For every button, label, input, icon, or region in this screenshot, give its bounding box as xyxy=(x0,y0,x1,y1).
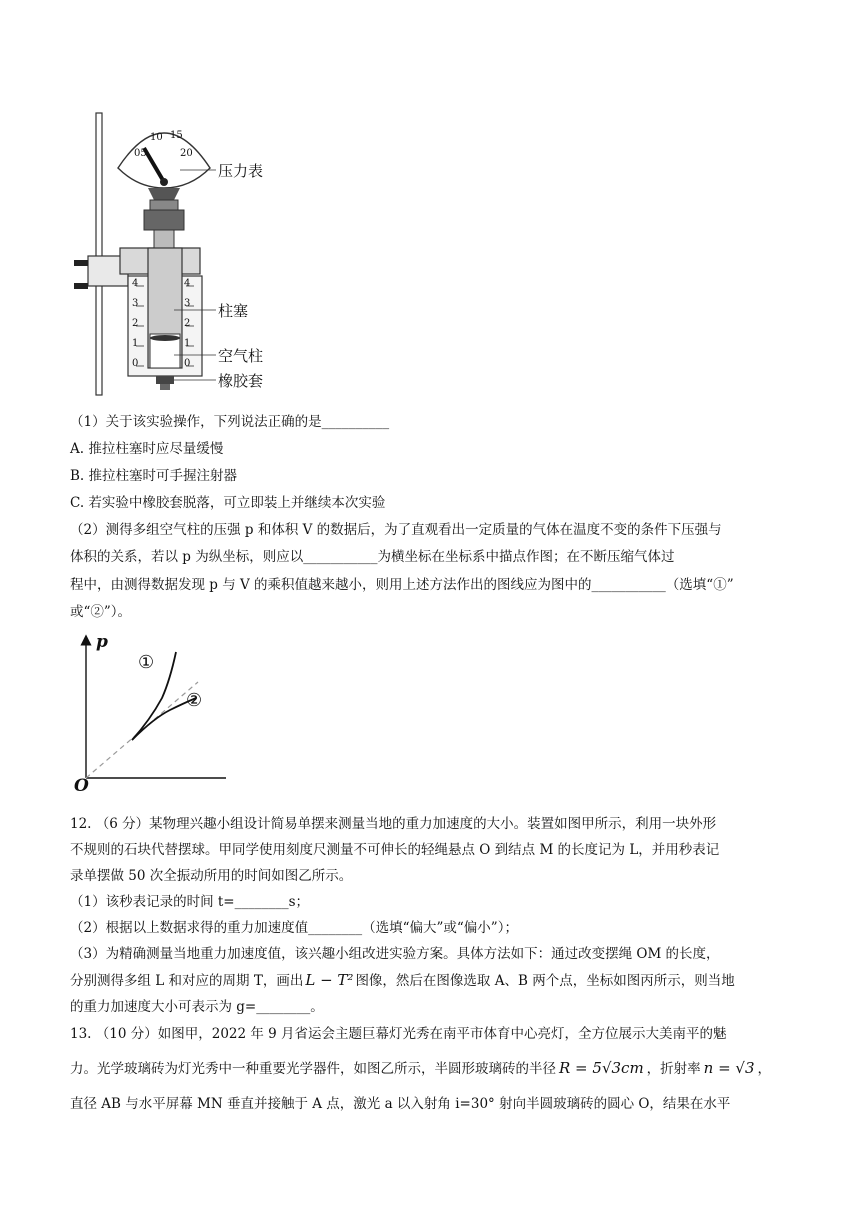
q11-option-a: A. 推拉柱塞时应尽量缓慢 xyxy=(70,441,224,457)
scale-left-4: 4 xyxy=(132,278,139,289)
scale-right-4: 4 xyxy=(184,278,191,289)
q11-part2-line4: 或“②”）。 xyxy=(70,604,132,620)
label-air-column: 空气柱 xyxy=(218,347,264,365)
scale-left-3: 3 xyxy=(132,298,139,309)
scale-right-2: 2 xyxy=(184,318,191,329)
graph-y-label: p xyxy=(96,632,108,652)
dial-tick-20: 20 xyxy=(180,148,193,159)
q12-sub3-line1: （3）为精确测量当地重力加速度值，该兴趣小组改进实验方案。具体方法如下：通过改变摆绳 OM 的长度， xyxy=(70,946,720,962)
figure-syringe-apparatus xyxy=(70,108,300,398)
formula-l-t2: L − T² xyxy=(305,971,354,989)
q11-part2-line1: （2）测得多组空气柱的压强 p 和体积 V 的数据后，为了直观看出一定质量的气体在温度不变的条件下压强与 xyxy=(70,522,722,538)
q11-option-b: B. 推拉柱塞时可手握注射器 xyxy=(70,468,238,484)
q12-sub3-line3: 的重力加速度大小可表示为 g=________。 xyxy=(70,999,324,1015)
q11-part2-line3: 程中，由测得数据发现 p 与 V 的乘积值越来越小，则用上述方法作出的图线应为图中的___________（选填“①” xyxy=(70,577,734,593)
label-rubber-cap: 橡胶套 xyxy=(218,372,264,390)
graph-origin-label: O xyxy=(74,776,89,796)
q12-sub3-line2-a: 分别测得多组 L 和对应的周期 T，画出 xyxy=(70,973,304,989)
scale-right-1: 1 xyxy=(184,338,191,349)
q11-part1: （1）关于该实验操作，下列说法正确的是__________ xyxy=(70,414,390,430)
dial-tick-10: 10 xyxy=(150,132,163,143)
q12-line1: 12. （6 分）某物理兴趣小组设计简易单摆来测量当地的重力加速度的大小。装置如图甲所示，利用一块外形 xyxy=(70,816,717,832)
scale-left-0: 0 xyxy=(132,358,139,369)
dial-tick-05: 05 xyxy=(134,148,147,159)
label-pressure-gauge: 压力表 xyxy=(218,162,264,180)
q13-line2 xyxy=(70,1058,771,1079)
q13-line1: 13. （10 分）如图甲，2022 年 9 月省运会主题巨幕灯光秀在南平市体育中心亮灯，全方位展示大美南平的魅 xyxy=(70,1026,727,1042)
q12-sub2: （2）根据以上数据求得的重力加速度值________（选填“偏大”或“偏小”）； xyxy=(70,920,518,936)
formula-refractive-index: n = √3 xyxy=(703,1059,755,1077)
q13-line2-a: 力。光学玻璃砖为灯光秀中一种重要光学器件，如图乙所示，半圆形玻璃砖的半径 xyxy=(70,1061,556,1077)
q13-line2-c: ， xyxy=(757,1061,772,1077)
q12-line2: 不规则的石块代替摆球。甲同学使用刻度尺测量不可伸长的轻绳悬点 O 到结点 M 的长度记为 L，并用秒表记 xyxy=(70,842,720,858)
graph-curve2-label: ② xyxy=(186,690,203,711)
q12-sub3-line2-b: 图像，然后在图像选取 A、B 两个点，坐标如图丙所示，则当地 xyxy=(355,973,735,989)
q13-line2-b: ，折射率 xyxy=(646,1061,701,1077)
q13-line3: 直径 AB 与水平屏幕 MN 垂直并接触于 A 点，激光 a 以入射角 i=30° 射向半圆玻璃砖的圆心 O，结果在水平 xyxy=(70,1096,731,1112)
formula-radius: R = 5√3cm xyxy=(559,1059,644,1077)
q12-sub3-line2 xyxy=(70,970,735,991)
dial-tick-15: 15 xyxy=(170,130,183,141)
q12-sub1: （1）该秒表记录的时间 t=________s； xyxy=(70,894,310,910)
q11-option-c: C. 若实验中橡胶套脱落，可立即装上并继续本次实验 xyxy=(70,495,386,511)
figure-p-graph xyxy=(70,632,230,798)
scale-left-2: 2 xyxy=(132,318,139,329)
q12-line3: 录单摆做 50 次全振动所用的时间如图乙所示。 xyxy=(70,868,353,884)
scale-right-0: 0 xyxy=(184,358,191,369)
graph-curve1-label: ① xyxy=(138,652,155,673)
scale-right-3: 3 xyxy=(184,298,191,309)
label-plunger: 柱塞 xyxy=(218,302,249,320)
scale-left-1: 1 xyxy=(132,338,139,349)
q11-part2-line2: 体积的关系，若以 p 为纵坐标，则应以___________为横坐标在坐标系中描点作图；在不断压缩气体过 xyxy=(70,549,675,565)
